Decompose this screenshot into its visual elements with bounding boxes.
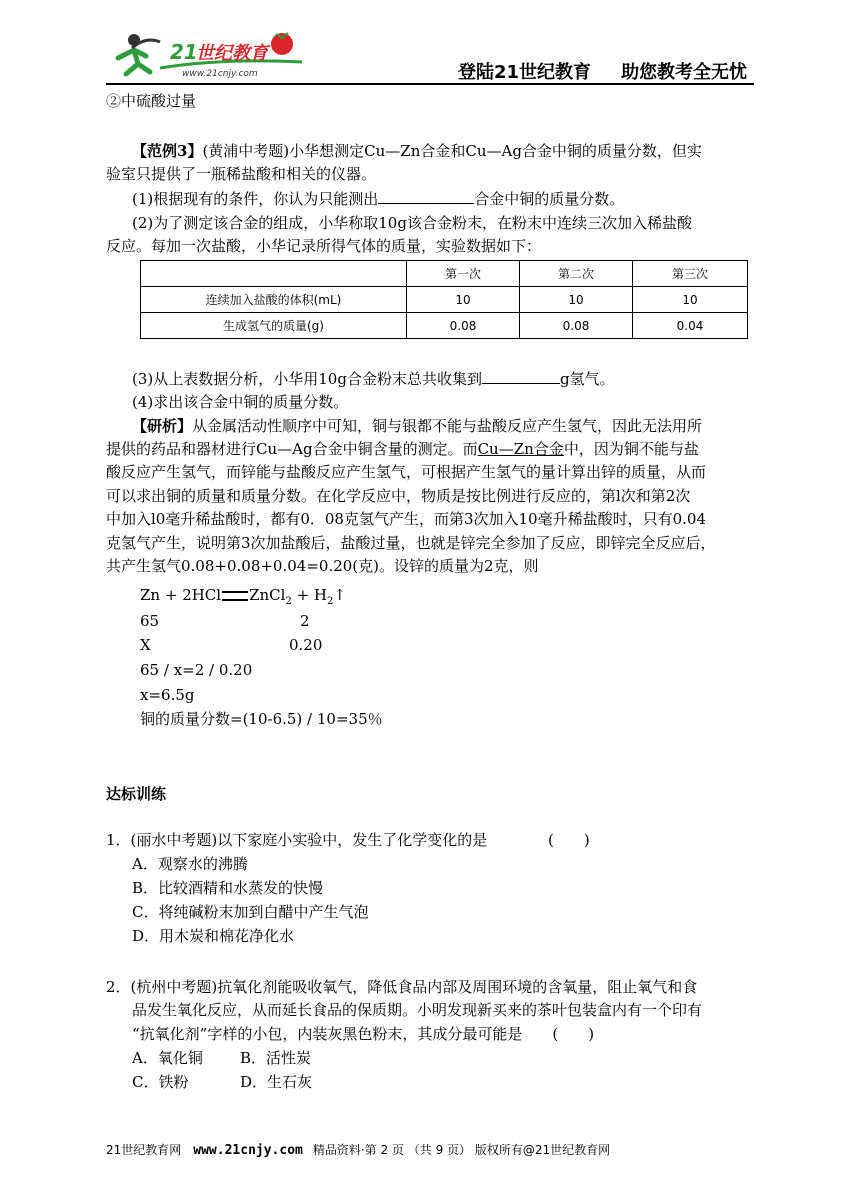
calc-line-3: 铜的质量分数=(10-6.5) / 10=35％ — [140, 710, 383, 728]
logo-url: www.21cnjy.com — [182, 69, 258, 79]
table-row — [141, 287, 748, 313]
table-cell: 10 — [633, 287, 748, 313]
header-slogan — [458, 58, 747, 84]
analysis-line-5: 中加入l0毫升稀盐酸时，都有0．08克氢气产生，而第3次加入10毫升稀盐酸时，只有0.04 — [106, 510, 707, 528]
site-logo — [112, 28, 312, 84]
page-footer — [106, 1141, 610, 1158]
ratio-line-2: X — [140, 636, 151, 654]
training-q2-option-a[interactable]: A．氧化铜 — [132, 1049, 203, 1067]
footer-left: 21世纪教育网 — [106, 1143, 182, 1157]
experiment-data-table — [140, 260, 748, 339]
analysis-line-4: 可以求出铜的质量和质量分数。在化学反应中，物质是按比例进行反应的，第l次和第2次 — [106, 487, 691, 505]
section-title: 达标训练 — [106, 785, 167, 803]
equals-sign — [222, 591, 248, 601]
example-line-1: 【范例3】(黄浦中考题)小华想测定Cu—Zn合金和Cu—Ag合金中铜的质量分数，但实 — [132, 142, 702, 160]
training-q1-option-a[interactable]: A．观察水的沸腾 — [132, 855, 248, 873]
example-line-2: 验室只提供了一瓶稀盐酸和相关的仪器。 — [106, 165, 377, 183]
table-cell: 10 — [520, 287, 633, 313]
slogan-left: 登陆21世纪教育 — [458, 62, 592, 83]
analysis-line-6: 克氢气产生，说明第3次加盐酸后，盐酸过量，也就是锌完全参加了反应，即锌完全反应后， — [106, 534, 716, 552]
question-2-line-2: 反应。每加一次盐酸，小华记录所得气体的质量，实验数据如下： — [106, 237, 542, 255]
table-cell: 生成氢气的质量(g) — [141, 313, 407, 339]
logo-text: 世纪教育 — [196, 43, 268, 64]
logo-graphic — [112, 28, 312, 84]
header-divider — [106, 83, 754, 85]
training-q1-paren[interactable]: ( ) — [548, 831, 590, 849]
table-cell: 第二次 — [520, 261, 633, 287]
analysis-line-3: 酸反应产生氢气，而锌能与盐酸反应产生氢气，可根据产生氢气的量计算出锌的质量，从而 — [106, 463, 707, 481]
training-q2-line-1: 2．(杭州中考题)抗氧化剂能吸收氧气，降低食品内部及周围环境的含氧量，阻止氧气和食 — [106, 978, 698, 996]
footer-page-info: 精品资料·第 2 页 （共 9 页） 版权所有@21世纪教育网 — [312, 1143, 611, 1157]
training-q1-option-d[interactable]: D．用木炭和棉花净化水 — [132, 927, 295, 945]
calc-line-1: 65 / x=2 / 0.20 — [140, 661, 253, 679]
slogan-right: 助您教考全无忧 — [621, 62, 748, 83]
training-q1-option-c[interactable]: C．将纯碱粉末加到白醋中产生气泡 — [132, 903, 369, 921]
svg-text:21: 21 — [170, 40, 198, 64]
analysis-line-7: 共产生氢气0.08+0.08+0.04=0.20(克)。设锌的质量为2克，则 — [106, 557, 539, 575]
training-q2-line-2: 品发生氧化反应，从而延长食品的保质期。小明发现新买来的茶叶包装盒内有一个印有 — [132, 1001, 703, 1019]
training-q1-option-b[interactable]: B．比较酒精和水蒸发的快慢 — [132, 879, 324, 897]
table-cell: 第一次 — [407, 261, 520, 287]
training-q1-stem: 1．(丽水中考题)以下家庭小实验中，发生了化学变化的是 — [106, 831, 488, 849]
previous-line: ②中硫酸过量 — [106, 92, 197, 110]
analysis-line-2: 提供的药品和器材进行Cu—Ag合金中铜含量的测定。而Cu—Zn合金中，因为铜不能与盐 — [106, 440, 699, 458]
table-header-row — [141, 261, 748, 287]
question-1: (1)根据现有的条件，你认为只能测出 合金中铜的质量分数。 — [132, 190, 625, 208]
up-arrow-icon: ↑ — [333, 586, 346, 604]
training-q2-option-b[interactable]: B．活性炭 — [240, 1049, 312, 1067]
table-cell: 0.04 — [633, 313, 748, 339]
table-cell — [141, 261, 407, 287]
table-row — [141, 313, 748, 339]
chemical-equation: Zn + 2HCl ZnCl$_2$ + $H_2↑$ — [140, 586, 346, 607]
question-2-line-1: (2)为了测定该合金的组成，小华称取10g该合金粉末，在粉末中连续三次加入稀盐酸 — [132, 214, 692, 232]
footer-site-link[interactable]: www.21cnjy.com — [193, 1143, 303, 1158]
training-q2-option-d[interactable]: D．生石灰 — [240, 1073, 313, 1091]
table-cell: 连续加入盐酸的体积(mL) — [141, 287, 407, 313]
analysis-label: 【研析】 — [132, 417, 193, 435]
answer-blank-1[interactable] — [378, 188, 474, 204]
answer-blank-3[interactable] — [482, 368, 560, 384]
ratio-line-2-right: 0.20 — [289, 636, 323, 654]
question-3: (3)从上表数据分析，小华用10g合金粉末总共收集到 g氢气。 — [132, 370, 615, 388]
analysis-line-1: 【研析】从金属活动性顺序中可知，铜与银都不能与盐酸反应产生氢气，因此无法用所 — [132, 417, 703, 435]
table-cell: 10 — [407, 287, 520, 313]
table-cell: 第三次 — [633, 261, 748, 287]
table-cell: 0.08 — [520, 313, 633, 339]
ratio-line-1: 65 — [140, 612, 160, 630]
ratio-line-1-right: 2 — [300, 612, 310, 630]
table-cell: 0.08 — [407, 313, 520, 339]
training-q2-line-3: “抗氧化剂”字样的小包，内装灰黑色粉末，其成分最可能是 ( ) — [132, 1025, 595, 1043]
example-label: 【范例3】 — [132, 142, 203, 160]
question-4: (4)求出该合金中铜的质量分数。 — [132, 393, 349, 411]
calc-line-2: x=6.5g — [140, 686, 195, 704]
training-q2-option-c[interactable]: C．铁粉 — [132, 1073, 189, 1091]
training-q2-paren[interactable]: ( ) — [552, 1025, 595, 1043]
